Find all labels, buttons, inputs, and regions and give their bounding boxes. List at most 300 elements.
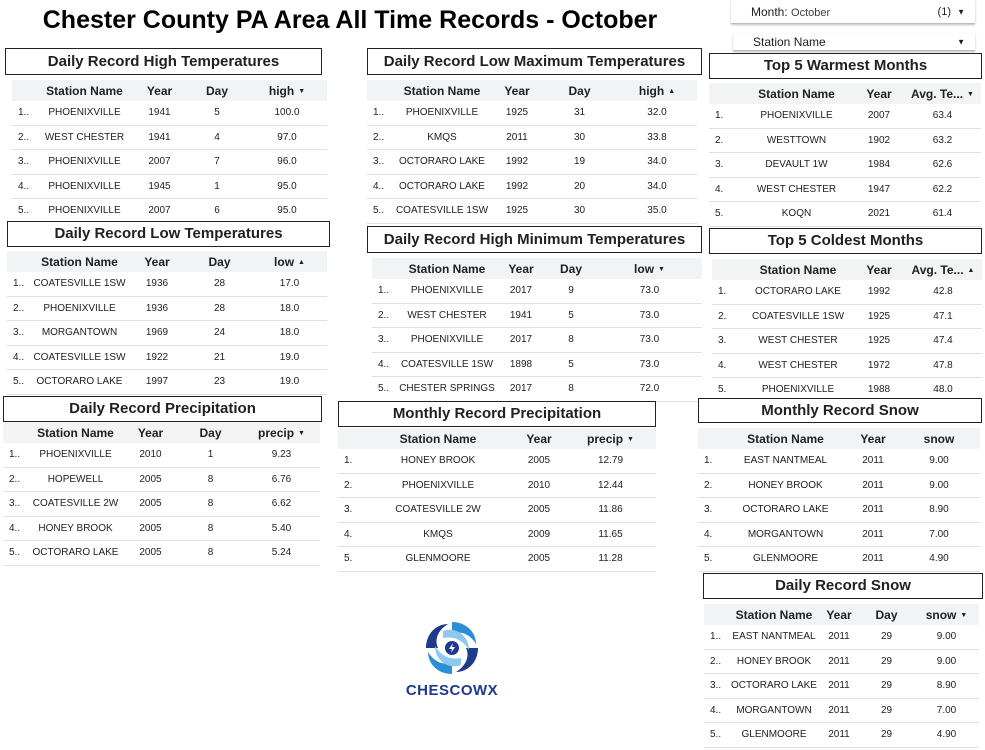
table-row[interactable] bbox=[372, 279, 702, 304]
column-header[interactable] bbox=[859, 608, 914, 622]
cell-day: 29 bbox=[880, 655, 893, 667]
cell-year: 2007 bbox=[148, 205, 171, 217]
cell-station: EAST NANTMEAL bbox=[732, 631, 816, 643]
cell-value: 9.00 bbox=[936, 655, 957, 667]
column-header[interactable] bbox=[617, 84, 697, 98]
cell-idx: 3.. bbox=[378, 334, 390, 346]
cell-idx: 1.. bbox=[18, 107, 30, 119]
column-header[interactable] bbox=[565, 432, 656, 446]
table-row[interactable] bbox=[12, 101, 327, 126]
cell-station: PHOENIXVILLE bbox=[43, 302, 116, 314]
cell-year: 2007 bbox=[148, 156, 171, 168]
cell-year: 2011 bbox=[828, 704, 850, 716]
cell-value: 19.0 bbox=[279, 376, 300, 388]
column-header[interactable] bbox=[597, 262, 702, 276]
table-row[interactable] bbox=[3, 541, 320, 566]
table-row[interactable] bbox=[704, 699, 979, 724]
cell-day: 21 bbox=[213, 351, 226, 363]
sort-icon[interactable]: ▼ bbox=[658, 265, 665, 273]
table-row[interactable] bbox=[372, 304, 702, 329]
cell-station: KMQS bbox=[423, 528, 453, 540]
cell-value: 47.1 bbox=[933, 310, 953, 322]
column-header[interactable] bbox=[739, 87, 854, 101]
cell-value: 18.0 bbox=[279, 302, 300, 314]
cell-value: 47.8 bbox=[933, 359, 953, 371]
cell-station: PHOENIXVILLE bbox=[48, 107, 121, 119]
sort-icon[interactable]: ▼ bbox=[960, 611, 968, 619]
cell-day: 8 bbox=[207, 498, 214, 510]
cell-value: 9.23 bbox=[271, 449, 292, 461]
cell-station: KMQS bbox=[427, 131, 457, 143]
table-row[interactable] bbox=[367, 150, 697, 175]
page-title: Chester County PA Area All Time Records - October bbox=[42, 6, 658, 34]
column-header[interactable] bbox=[123, 426, 178, 440]
cell-value: 7.00 bbox=[936, 704, 957, 716]
cell-station: PHOENIXVILLE bbox=[48, 180, 121, 192]
column-header-label: Station Name bbox=[759, 262, 837, 277]
daily-record-high-min-title: Daily Record High Minimum Temperatures bbox=[367, 226, 702, 253]
cell-station: OCTORARO LAKE bbox=[731, 680, 817, 692]
column-header[interactable] bbox=[363, 432, 513, 446]
table-header bbox=[7, 251, 327, 272]
cell-idx: 4.. bbox=[18, 180, 30, 192]
cell-year: 2011 bbox=[862, 455, 884, 467]
cell-station: KOQN bbox=[781, 208, 812, 220]
cell-value: 33.8 bbox=[647, 131, 667, 143]
cell-station: CHESTER SPRINGS bbox=[399, 383, 495, 395]
cell-station: COATESVILLE 1SW bbox=[400, 358, 494, 370]
cell-day: 8 bbox=[207, 473, 214, 485]
column-header[interactable] bbox=[492, 84, 542, 98]
table-row[interactable] bbox=[7, 272, 327, 297]
column-header[interactable] bbox=[904, 87, 981, 101]
cell-idx: 3. bbox=[715, 159, 724, 171]
column-header[interactable] bbox=[252, 255, 327, 269]
cell-year: 2005 bbox=[139, 473, 162, 485]
column-header-label: Day bbox=[559, 261, 582, 276]
table-row[interactable] bbox=[698, 498, 980, 523]
daily-record-low-max-table bbox=[367, 80, 697, 224]
table-row[interactable] bbox=[709, 153, 981, 178]
table-row[interactable] bbox=[372, 377, 702, 402]
cell-year: 2010 bbox=[139, 449, 162, 461]
cell-station: WEST CHESTER bbox=[756, 183, 837, 195]
cell-year: 2011 bbox=[862, 479, 884, 491]
cell-idx: 4. bbox=[718, 359, 727, 371]
cell-idx: 1. bbox=[715, 110, 724, 122]
cell-idx: 3. bbox=[704, 504, 713, 516]
month-filter-label: Month: October bbox=[751, 4, 831, 19]
cell-value: 5.24 bbox=[271, 547, 292, 559]
cell-year: 2005 bbox=[527, 553, 551, 565]
cell-day: 19 bbox=[573, 156, 586, 168]
table-header bbox=[3, 422, 320, 443]
table-row[interactable] bbox=[338, 523, 656, 548]
table-row[interactable] bbox=[338, 547, 656, 572]
column-header[interactable] bbox=[723, 432, 848, 446]
cell-station: COATESVILLE 2W bbox=[32, 498, 119, 510]
table-row[interactable] bbox=[3, 492, 320, 517]
cell-day: 8 bbox=[568, 334, 574, 346]
cell-day: 5 bbox=[568, 309, 574, 321]
column-header-label: Station Name bbox=[399, 431, 477, 446]
table-row[interactable] bbox=[338, 474, 656, 499]
table-row[interactable] bbox=[709, 104, 981, 129]
sort-icon[interactable]: ▼ bbox=[298, 87, 306, 95]
cell-idx: 3.. bbox=[373, 156, 385, 168]
cell-value: 4.90 bbox=[929, 553, 949, 565]
cell-value: 95.0 bbox=[277, 180, 297, 192]
cell-idx: 5. bbox=[718, 384, 727, 396]
cell-value: 62.2 bbox=[932, 183, 953, 195]
cell-year: 1988 bbox=[867, 384, 891, 396]
table-row[interactable] bbox=[712, 354, 982, 379]
column-header[interactable] bbox=[187, 255, 252, 269]
table-row[interactable] bbox=[7, 370, 327, 395]
daily-record-high-table bbox=[12, 80, 327, 224]
column-header[interactable] bbox=[854, 263, 904, 277]
cell-day: 23 bbox=[213, 376, 226, 388]
table-row[interactable] bbox=[3, 517, 320, 542]
cell-day: 5 bbox=[214, 107, 220, 119]
column-header[interactable] bbox=[742, 263, 854, 277]
cell-year: 2017 bbox=[509, 383, 533, 395]
sort-icon[interactable]: ▼ bbox=[627, 435, 634, 443]
table-row[interactable] bbox=[698, 547, 980, 572]
daily-record-snow-table bbox=[704, 604, 979, 748]
cell-station: MORGANTOWN bbox=[736, 704, 812, 716]
table-row[interactable] bbox=[372, 328, 702, 353]
cell-idx: 1. bbox=[718, 286, 727, 298]
table-row[interactable] bbox=[12, 126, 327, 151]
month-filter-count: (1) bbox=[937, 5, 951, 18]
cell-year: 2005 bbox=[527, 455, 551, 467]
column-header[interactable] bbox=[545, 262, 597, 276]
column-header-label: Station Name bbox=[735, 607, 813, 622]
table-header bbox=[698, 428, 980, 449]
cell-day: 6 bbox=[214, 205, 220, 217]
table-row[interactable] bbox=[372, 353, 702, 378]
sort-icon[interactable]: ▼ bbox=[298, 429, 305, 437]
column-header-label: Avg. Te... bbox=[911, 262, 964, 277]
cell-day: 31 bbox=[573, 107, 586, 119]
table-row[interactable] bbox=[338, 449, 656, 474]
cell-idx: 2. bbox=[344, 479, 353, 491]
daily-record-low-max-title: Daily Record Low Maximum Temperatures bbox=[367, 48, 702, 75]
column-header-label: Year bbox=[508, 261, 534, 276]
cell-station: OCTORARO LAKE bbox=[742, 504, 829, 516]
column-header-label: Year bbox=[826, 607, 852, 622]
sort-icon[interactable]: ▲ bbox=[298, 258, 305, 266]
cell-value: 42.8 bbox=[933, 286, 953, 298]
cell-station: COATESVILLE 1SW bbox=[751, 310, 845, 322]
station-filter-label: Station Name bbox=[753, 35, 826, 49]
cell-day: 30 bbox=[573, 205, 586, 217]
column-header[interactable] bbox=[132, 84, 187, 98]
cell-station: HOPEWELL bbox=[47, 473, 104, 485]
table-row[interactable] bbox=[338, 498, 656, 523]
column-header[interactable] bbox=[854, 87, 904, 101]
cell-value: 11.28 bbox=[598, 553, 623, 565]
column-header-label: Day bbox=[205, 83, 228, 98]
cell-year: 2011 bbox=[862, 528, 884, 540]
column-header-label: high bbox=[638, 83, 665, 98]
cell-idx: 2. bbox=[715, 134, 724, 146]
cell-station: PHOENIXVILLE bbox=[39, 449, 112, 461]
table-row[interactable] bbox=[367, 126, 697, 151]
daily-record-precip-table bbox=[3, 422, 320, 566]
sort-icon[interactable]: ▼ bbox=[967, 90, 974, 98]
monthly-record-precip-table bbox=[338, 428, 656, 572]
cell-value: 6.76 bbox=[271, 473, 292, 485]
column-header[interactable] bbox=[178, 426, 243, 440]
column-header-label: Year bbox=[866, 262, 892, 277]
cell-station: PHOENIXVILLE bbox=[48, 205, 121, 217]
cell-value: 100.0 bbox=[274, 107, 300, 119]
cell-station: WESTTOWN bbox=[766, 134, 827, 146]
daily-record-low-title: Daily Record Low Temperatures bbox=[7, 221, 330, 247]
cell-idx: 4.. bbox=[9, 522, 21, 534]
column-header[interactable] bbox=[28, 426, 123, 440]
cell-day: 29 bbox=[880, 631, 893, 643]
cell-year: 1945 bbox=[148, 180, 171, 192]
cell-value: 95.0 bbox=[277, 205, 297, 217]
table-row[interactable] bbox=[3, 443, 320, 468]
table-row[interactable] bbox=[709, 202, 981, 227]
cell-idx: 1.. bbox=[13, 278, 25, 290]
cell-day: 29 bbox=[880, 680, 893, 692]
cell-year: 1947 bbox=[867, 183, 891, 195]
cell-idx: 2. bbox=[704, 479, 713, 491]
cell-year: 1925 bbox=[867, 310, 891, 322]
daily-record-snow-title: Daily Record Snow bbox=[703, 573, 983, 599]
table-row[interactable] bbox=[12, 175, 327, 200]
month-filter[interactable] bbox=[731, 0, 975, 24]
cell-value: 73.0 bbox=[639, 334, 660, 346]
cell-idx: 5.. bbox=[9, 547, 21, 559]
cell-value: 11.65 bbox=[598, 528, 623, 540]
cell-year: 1992 bbox=[867, 286, 891, 298]
column-header-label: Year bbox=[860, 431, 886, 446]
sort-icon[interactable]: ▲ bbox=[967, 266, 975, 274]
cell-station: GLENMOORE bbox=[752, 553, 818, 565]
column-header[interactable] bbox=[542, 84, 617, 98]
top5-warmest-title: Top 5 Warmest Months bbox=[709, 53, 982, 79]
column-header-label: Year bbox=[526, 431, 552, 446]
column-header[interactable] bbox=[397, 262, 497, 276]
cell-value: 4.90 bbox=[936, 729, 957, 741]
cell-station: PHOENIXVILLE bbox=[48, 156, 121, 168]
cell-year: 1941 bbox=[148, 131, 171, 143]
cell-year: 1992 bbox=[505, 156, 529, 168]
column-header-label: high bbox=[268, 83, 295, 98]
table-row[interactable] bbox=[367, 101, 697, 126]
cell-idx: 3. bbox=[344, 504, 353, 516]
cell-idx: 5.. bbox=[13, 376, 25, 388]
cell-idx: 2.. bbox=[9, 473, 21, 485]
top5-coldest-table bbox=[712, 259, 982, 403]
cell-value: 48.0 bbox=[933, 384, 953, 396]
cell-idx: 2.. bbox=[378, 309, 390, 321]
monthly-record-precip-title: Monthly Record Precipitation bbox=[338, 401, 656, 427]
monthly-record-snow-title: Monthly Record Snow bbox=[698, 398, 982, 423]
cell-idx: 5. bbox=[715, 208, 724, 220]
cell-station: WEST CHESTER bbox=[44, 131, 125, 143]
table-row[interactable] bbox=[712, 329, 982, 354]
column-header-label: Year bbox=[504, 83, 530, 98]
column-header-label: Station Name bbox=[41, 254, 118, 269]
column-header[interactable] bbox=[848, 432, 898, 446]
cell-station: WEST CHESTER bbox=[407, 309, 487, 321]
column-header[interactable] bbox=[243, 426, 320, 440]
table-row[interactable] bbox=[7, 346, 327, 371]
cell-year: 1898 bbox=[509, 358, 533, 370]
column-header-label: low bbox=[274, 254, 295, 269]
table-row[interactable] bbox=[7, 297, 327, 322]
daily-record-high-title: Daily Record High Temperatures bbox=[5, 48, 322, 75]
cell-day: 28 bbox=[213, 278, 226, 290]
chevron-down-icon: ▼ bbox=[957, 7, 965, 16]
column-header-label: precip bbox=[258, 425, 295, 440]
table-row[interactable] bbox=[367, 199, 697, 224]
column-header[interactable] bbox=[513, 432, 565, 446]
cell-value: 8.90 bbox=[929, 504, 949, 516]
column-header[interactable] bbox=[187, 84, 247, 98]
cell-idx: 2. bbox=[718, 310, 727, 322]
cell-day: 7 bbox=[214, 156, 220, 168]
cell-day: 1 bbox=[207, 449, 214, 461]
table-row[interactable] bbox=[709, 129, 981, 154]
column-header-label: Year bbox=[866, 86, 892, 101]
table-row[interactable] bbox=[704, 650, 979, 675]
column-header[interactable] bbox=[37, 84, 132, 98]
cell-year: 2011 bbox=[828, 631, 850, 643]
cell-idx: 2.. bbox=[710, 655, 722, 667]
cell-year: 1941 bbox=[509, 309, 533, 321]
column-header[interactable] bbox=[32, 255, 127, 269]
table-row[interactable] bbox=[712, 280, 982, 305]
cell-idx: 1.. bbox=[378, 285, 390, 297]
table-row[interactable] bbox=[12, 150, 327, 175]
table-row[interactable] bbox=[704, 625, 979, 650]
table-row[interactable] bbox=[698, 449, 980, 474]
column-header-label: Year bbox=[144, 254, 170, 269]
table-row[interactable] bbox=[704, 723, 979, 748]
column-header-label: Day bbox=[199, 425, 222, 440]
cell-station: HONEY BROOK bbox=[400, 455, 476, 467]
column-header-label: Day bbox=[568, 83, 591, 98]
sort-icon[interactable]: ▲ bbox=[668, 87, 676, 95]
cell-station: PHOENIXVILLE bbox=[405, 107, 479, 119]
column-header-label: Day bbox=[875, 607, 898, 622]
cell-year: 1984 bbox=[867, 159, 891, 171]
table-row[interactable] bbox=[367, 175, 697, 200]
column-header[interactable] bbox=[392, 84, 492, 98]
cell-idx: 1.. bbox=[710, 631, 722, 643]
cell-station: HONEY BROOK bbox=[736, 655, 812, 667]
cell-value: 11.86 bbox=[598, 504, 623, 516]
cell-day: 8 bbox=[568, 383, 574, 395]
cell-day: 8 bbox=[207, 547, 214, 559]
table-header bbox=[12, 80, 327, 101]
column-header[interactable] bbox=[729, 608, 819, 622]
cell-station: OCTORARO LAKE bbox=[399, 180, 485, 192]
column-header[interactable] bbox=[819, 608, 859, 622]
cell-station: EAST NANTMEAL bbox=[743, 455, 828, 467]
table-row[interactable] bbox=[12, 199, 327, 224]
cell-year: 1936 bbox=[145, 278, 169, 290]
cell-station: PHOENIXVILLE bbox=[410, 334, 484, 346]
table-row[interactable] bbox=[704, 674, 979, 699]
table-row[interactable] bbox=[712, 305, 982, 330]
cell-station: PHOENIXVILLE bbox=[760, 110, 833, 122]
cell-year: 2007 bbox=[867, 110, 891, 122]
cell-station: MORGANTOWN bbox=[747, 528, 824, 540]
cell-year: 1922 bbox=[145, 351, 169, 363]
table-header bbox=[338, 428, 656, 449]
cell-idx: 3.. bbox=[18, 156, 30, 168]
cell-year: 2005 bbox=[527, 504, 551, 516]
cell-day: 4 bbox=[214, 131, 220, 143]
table-row[interactable] bbox=[698, 523, 980, 548]
cell-year: 1941 bbox=[148, 107, 171, 119]
column-header-label: Day bbox=[208, 254, 231, 269]
table-header bbox=[704, 604, 979, 625]
column-header[interactable] bbox=[898, 432, 980, 446]
column-header[interactable] bbox=[247, 84, 327, 98]
cell-day: 5 bbox=[568, 358, 574, 370]
cell-station: GLENMOORE bbox=[741, 729, 807, 741]
cell-idx: 3.. bbox=[9, 498, 21, 510]
cell-day: 8 bbox=[207, 522, 214, 534]
column-header-label: low bbox=[634, 261, 655, 276]
cell-value: 17.0 bbox=[279, 278, 300, 290]
cell-station: MORGANTOWN bbox=[41, 327, 118, 339]
column-header[interactable] bbox=[127, 255, 187, 269]
cell-value: 18.0 bbox=[279, 327, 300, 339]
cell-year: 2021 bbox=[867, 208, 891, 220]
cell-year: 2011 bbox=[828, 655, 850, 667]
cell-station: HONEY BROOK bbox=[38, 522, 113, 534]
column-header[interactable] bbox=[914, 608, 979, 622]
column-header-label: Station Name bbox=[408, 261, 486, 276]
cell-value: 12.79 bbox=[597, 455, 624, 467]
cell-station: COATESVILLE 1SW bbox=[33, 278, 126, 290]
cell-value: 61.4 bbox=[932, 208, 953, 220]
cell-idx: 3.. bbox=[13, 327, 25, 339]
cell-value: 34.0 bbox=[647, 180, 667, 192]
cell-year: 1992 bbox=[505, 180, 529, 192]
column-header-label: Station Name bbox=[46, 83, 123, 98]
cell-value: 9.00 bbox=[929, 479, 949, 491]
table-row[interactable] bbox=[709, 178, 981, 203]
table-row[interactable] bbox=[7, 321, 327, 346]
station-filter[interactable] bbox=[733, 34, 975, 51]
column-header[interactable] bbox=[904, 263, 982, 277]
cell-idx: 1. bbox=[704, 455, 713, 467]
cell-station: WEST CHESTER bbox=[758, 359, 838, 371]
table-row[interactable] bbox=[3, 468, 320, 493]
cell-station: PHOENIXVILLE bbox=[761, 384, 835, 396]
cell-idx: 3. bbox=[718, 335, 727, 347]
cell-value: 47.4 bbox=[933, 335, 953, 347]
cell-station: OCTORARO LAKE bbox=[399, 156, 485, 168]
table-row[interactable] bbox=[698, 474, 980, 499]
cell-day: 29 bbox=[880, 704, 893, 716]
column-header[interactable] bbox=[497, 262, 545, 276]
cell-station: PHOENIXVILLE bbox=[401, 479, 475, 491]
cell-year: 2009 bbox=[527, 528, 551, 540]
